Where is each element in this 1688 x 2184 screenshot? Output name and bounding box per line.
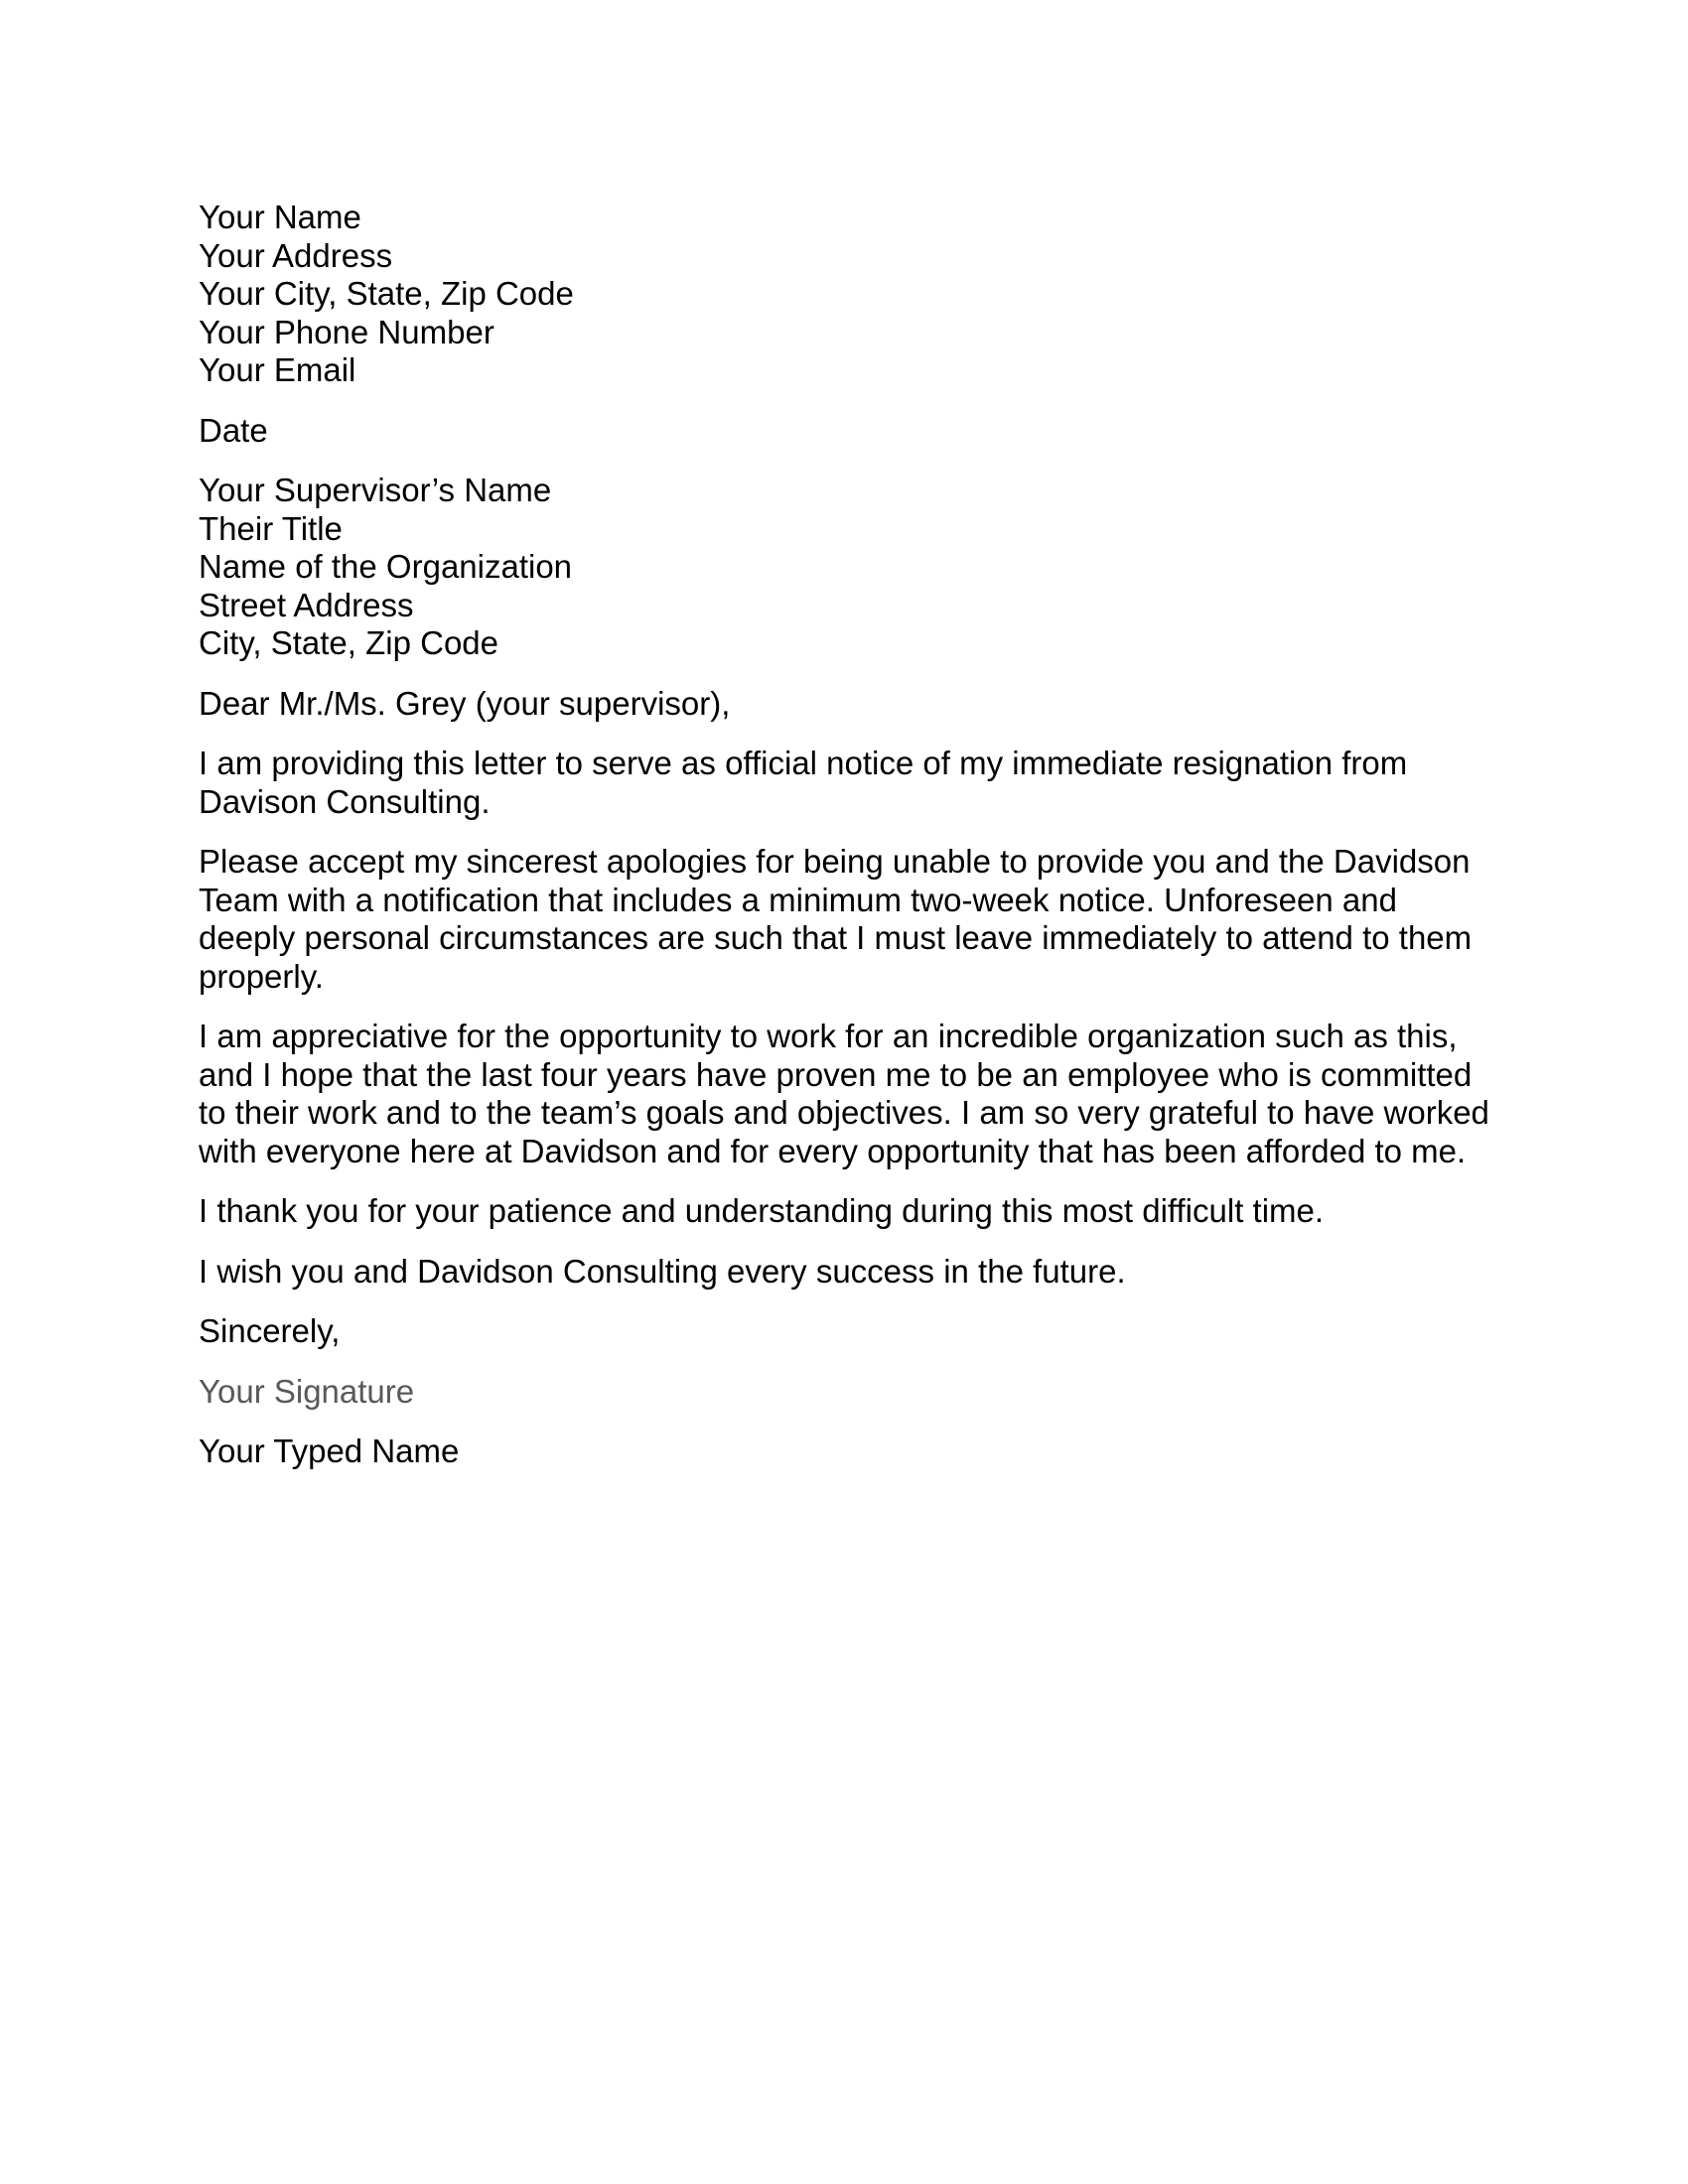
sender-city-state-zip: Your City, State, Zip Code (199, 275, 574, 312)
recipient-street: Street Address (199, 586, 414, 623)
recipient-title: Their Title (199, 509, 343, 547)
date-block (199, 412, 1489, 451)
recipient-city-state-zip: City, State, Zip Code (199, 624, 499, 661)
body-paragraph-4: I thank you for your patience and understanding during this most difficult time. (199, 1192, 1325, 1229)
letter-date: Date (199, 411, 268, 449)
recipient-organization: Name of the Organization (199, 548, 573, 585)
sender-phone: Your Phone Number (199, 313, 494, 350)
body-paragraph-2: Please accept my sincerest apologies for being unable to provide you and the Davidson Team with a notification that includes a minimum two-week notice. Unforeseen and deeply personal circumstances are such that I must leave immediately to attend to them properly. (199, 843, 1473, 995)
closing: Sincerely, (199, 1312, 341, 1349)
salutation: Dear Mr./Ms. Grey (your supervisor), (199, 684, 731, 722)
sender-address: Your Address (199, 236, 393, 274)
signature-placeholder: Your Signature (199, 1372, 415, 1410)
recipient-name: Your Supervisor’s Name (199, 472, 552, 508)
typed-name: Your Typed Name (199, 1433, 460, 1469)
recipient-block (199, 472, 1489, 663)
body-paragraph-3: I am appreciative for the opportunity to work for an incredible organization such as this, and I hope that the last four years have proven me to be an employee who is committed to their work and to the team’s goals and objectives. I am so very grateful to have worked with everyone here at Davidson and for every opportunity that has been afforded to me. (199, 1018, 1489, 1169)
body-paragraph-1: I am providing this letter to serve as official notice of my immediate resignation from Davison Consulting. (199, 745, 1408, 820)
letter-page (199, 199, 1489, 1493)
sender-block (199, 199, 1489, 390)
sender-name: Your Name (199, 199, 361, 235)
body-paragraph-5: I wish you and Davidson Consulting every success in the future. (199, 1252, 1126, 1290)
sender-email: Your Email (199, 351, 356, 388)
